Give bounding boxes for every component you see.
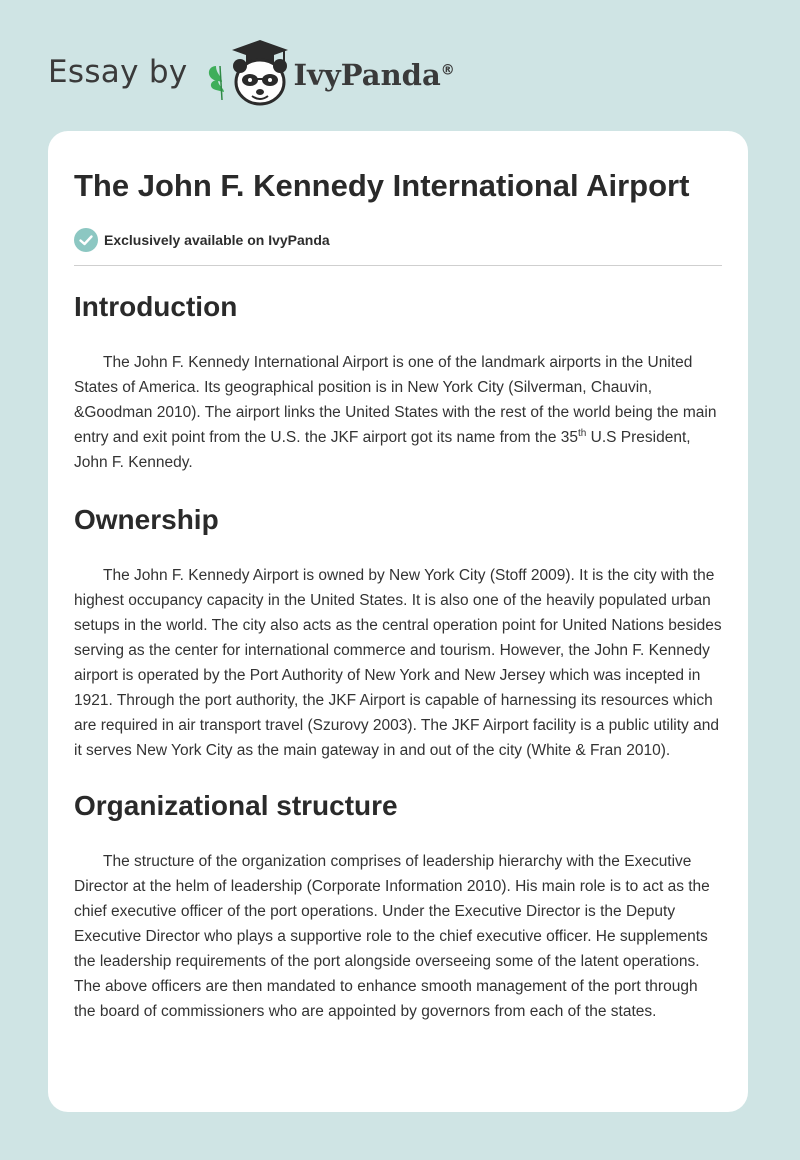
title-divider [74, 265, 722, 266]
section-paragraph-ownership: The John F. Kennedy Airport is owned by New York City (Stoff 2009). It is the city with the highest occupancy capacity in the United States. It is also one of the heavily populated urban setups in the world. The city also acts as the central operation point for United Nations besides serving as the center for international commerce and tourism. However, the John F. Kennedy airport is operated by the Port Authority of New York and New Jersey which was incepted in 1921. Through the port authority, the JKF Airport is capable of harnessing its resources which are required in air transport travel (Szurovy 2003). The JKF Airport facility is a public utility and it serves New York City as the main gateway in and out of the city (White & Fran 2010). [74, 567, 722, 759]
exclusive-badge [74, 227, 722, 253]
section-heading-organizational-structure: Organizational structure [74, 790, 398, 821]
brand-header[interactable] [48, 36, 455, 108]
check-badge-icon [74, 228, 98, 252]
brand-name: IvyPanda® [293, 58, 455, 92]
exclusive-badge-label: Exclusively available on IvyPanda [104, 232, 330, 248]
page-title: The John F. Kennedy International Airport [74, 168, 690, 203]
panda-logo-icon [202, 36, 292, 108]
section-paragraph-introduction: The John F. Kennedy International Airport is one of the landmark airports in the United States of America. Its geographical position is in New York City (Silverman, Chauvin, &Goodman 2010). The airport links the United States with the rest of the world being the main entry and exit point from the U.S. the JKF airport got its name from the 35th U.S President, John F. Kennedy. [74, 354, 717, 471]
section-heading-ownership: Ownership [74, 504, 219, 535]
section-heading-introduction: Introduction [74, 291, 238, 322]
section-paragraph-organizational-structure: The structure of the organization comprises of leadership hierarchy with the Executive Director at the helm of leadership (Corporate Information 2010). His main role is to act as the chief executive officer of the port operations. Under the Executive Director is the Deputy Executive Director who plays a supportive role to the chief executive officer. He supplements the leadership requirements of the port alongside overseeing some of the latent operations. The above officers are then mandated to enhance smooth management of the port through the board of commissioners who are appointed by governors from each of the states. [74, 853, 710, 1020]
essay-by-label: Essay by [48, 54, 188, 90]
article-card [48, 131, 748, 1112]
